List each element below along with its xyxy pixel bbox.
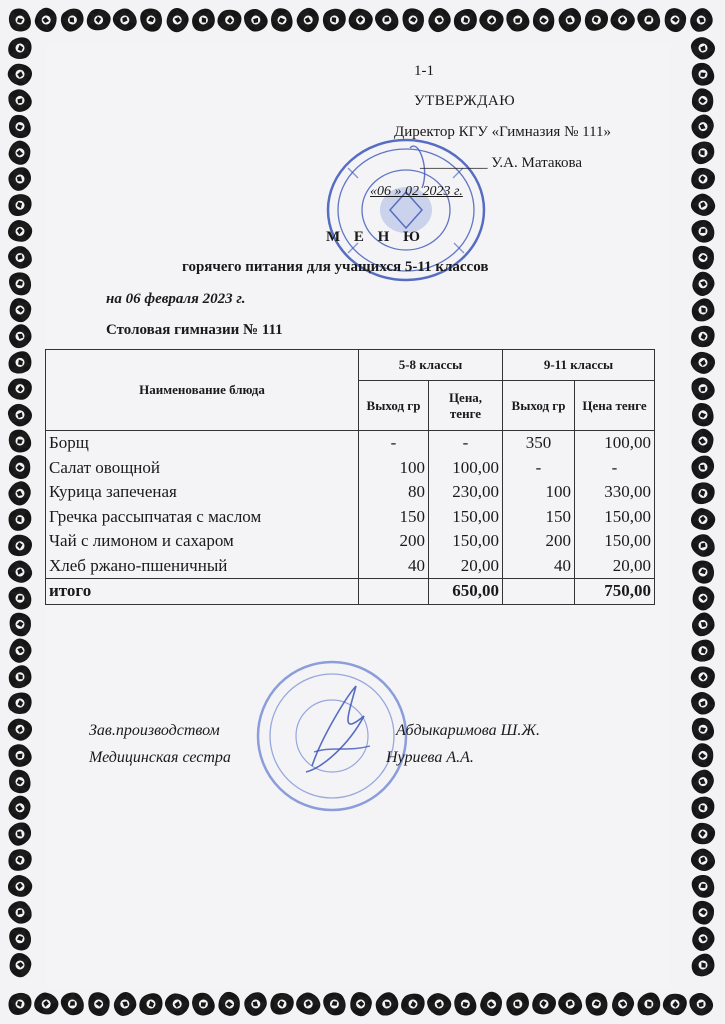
total-5-8: 650,00 bbox=[429, 579, 503, 605]
yield-5-8: 100 bbox=[359, 456, 429, 481]
border-ornament-icon bbox=[687, 111, 719, 143]
border-ornament-icon bbox=[241, 989, 272, 1019]
border-ornament-icon bbox=[476, 4, 508, 35]
border-ornament-icon bbox=[690, 402, 716, 428]
border-ornament-icon bbox=[9, 993, 32, 1015]
border-ornament-icon bbox=[190, 7, 217, 33]
staff-role-production-head: Зав.производством bbox=[89, 722, 220, 739]
border-ornament-icon bbox=[4, 635, 36, 667]
document-number: 1-1 bbox=[414, 63, 434, 79]
border-ornament-icon bbox=[4, 792, 36, 824]
approval-title: УТВЕРЖДАЮ bbox=[414, 93, 516, 109]
total-label: итого bbox=[46, 579, 359, 605]
border-ornament-icon bbox=[372, 5, 401, 35]
border-ornament-icon bbox=[6, 610, 34, 638]
total-row bbox=[46, 579, 655, 605]
menu-table bbox=[45, 349, 655, 605]
yield-9-11: - bbox=[503, 456, 575, 481]
border-ornament-icon bbox=[555, 988, 586, 1019]
border-ornament-icon bbox=[687, 766, 718, 797]
border-ornament-icon bbox=[9, 8, 31, 31]
border-ornament-icon bbox=[399, 6, 426, 34]
border-ornament-icon bbox=[688, 531, 718, 561]
price-9-11: - bbox=[575, 456, 655, 481]
border-ornament-icon bbox=[6, 663, 34, 690]
border-ornament-icon bbox=[692, 717, 715, 741]
border-ornament-icon bbox=[607, 4, 639, 36]
border-ornament-icon bbox=[6, 690, 34, 717]
border-ornament-icon bbox=[4, 321, 35, 352]
border-ornament-icon bbox=[5, 374, 35, 404]
price-5-8: 150,00 bbox=[429, 529, 503, 554]
border-ornament-icon bbox=[607, 988, 639, 1020]
border-ornament-icon bbox=[5, 164, 35, 194]
border-ornament-icon bbox=[691, 796, 716, 820]
border-ornament-icon bbox=[4, 399, 35, 430]
border-ornament-icon bbox=[687, 347, 719, 379]
border-ornament-icon bbox=[30, 4, 61, 36]
border-ornament-icon bbox=[689, 323, 716, 350]
menu-date: на 06 февраля 2023 г. bbox=[106, 291, 246, 307]
border-ornament-icon bbox=[688, 583, 719, 614]
border-ornament-icon bbox=[30, 988, 62, 1019]
border-ornament-icon bbox=[161, 4, 193, 36]
border-ornament-icon bbox=[4, 949, 35, 980]
border-ornament-icon bbox=[635, 991, 662, 1017]
border-ornament-icon bbox=[690, 140, 716, 166]
border-ornament-icon bbox=[688, 86, 717, 116]
border-ornament-icon bbox=[139, 8, 163, 33]
border-ornament-icon bbox=[58, 6, 86, 34]
total-empty-cell bbox=[359, 579, 429, 605]
table-row bbox=[46, 456, 655, 481]
border-ornament-icon bbox=[660, 989, 690, 1019]
approval-position: Директор КГУ «Гимназия № 111» bbox=[394, 124, 612, 140]
border-ornament-icon bbox=[190, 991, 216, 1018]
border-ornament-icon bbox=[687, 662, 718, 693]
price-5-8: 150,00 bbox=[429, 505, 503, 530]
price-5-8: 20,00 bbox=[429, 554, 503, 579]
border-ornament-icon bbox=[530, 5, 559, 34]
yield-9-11: 40 bbox=[503, 554, 575, 579]
header-group-9-11: 9-11 классы bbox=[503, 350, 655, 381]
border-ornament-icon bbox=[688, 687, 719, 718]
border-ornament-icon bbox=[4, 713, 36, 745]
border-ornament-icon bbox=[215, 989, 245, 1019]
border-ornament-icon bbox=[292, 988, 324, 1020]
total-empty-cell bbox=[503, 579, 575, 605]
price-9-11: 330,00 bbox=[575, 480, 655, 505]
menu-title: М Е Н Ю bbox=[326, 229, 425, 245]
border-ornament-icon bbox=[7, 507, 33, 532]
table-row bbox=[46, 529, 655, 554]
border-ornament-icon bbox=[8, 351, 32, 374]
yield-9-11: 150 bbox=[503, 505, 575, 530]
border-ornament-icon bbox=[689, 898, 718, 927]
border-ornament-icon bbox=[454, 992, 476, 1015]
yield-5-8: 150 bbox=[359, 505, 429, 530]
border-ornament-icon bbox=[4, 137, 35, 168]
border-ornament-icon bbox=[691, 560, 715, 584]
border-ornament-icon bbox=[691, 874, 716, 900]
border-ornament-icon bbox=[504, 6, 532, 34]
border-ornament-icon bbox=[4, 556, 36, 588]
border-ornament-icon bbox=[161, 988, 193, 1020]
table-row bbox=[46, 431, 655, 456]
border-ornament-icon bbox=[504, 990, 532, 1018]
border-ornament-icon bbox=[688, 453, 718, 482]
border-ornament-icon bbox=[686, 989, 716, 1020]
header-dish-name: Наименование блюда bbox=[46, 350, 359, 431]
border-ornament-icon bbox=[584, 8, 608, 32]
border-ornament-icon bbox=[688, 819, 718, 849]
header-yield-9-11: Выход гр bbox=[503, 381, 575, 431]
border-ornament-icon bbox=[585, 992, 609, 1016]
border-ornament-icon bbox=[687, 844, 718, 876]
border-ornament-icon bbox=[84, 989, 113, 1018]
border-ornament-icon bbox=[687, 32, 718, 64]
border-ornament-icon bbox=[5, 898, 35, 928]
border-ornament-icon bbox=[139, 992, 164, 1016]
border-ornament-icon bbox=[292, 4, 324, 36]
border-ornament-icon bbox=[5, 295, 35, 326]
border-ornament-icon bbox=[687, 189, 719, 221]
price-9-11: 100,00 bbox=[575, 431, 655, 456]
total-9-11: 750,00 bbox=[575, 579, 655, 605]
price-5-8: - bbox=[429, 431, 503, 456]
border-ornament-icon bbox=[689, 374, 717, 403]
border-ornament-icon bbox=[690, 481, 716, 506]
menu-canteen: Столовая гимназии № 111 bbox=[106, 322, 283, 338]
staff-name-nurse: Нуриева А.А. bbox=[386, 749, 474, 766]
border-ornament-icon bbox=[8, 926, 32, 951]
border-ornament-icon bbox=[687, 504, 719, 535]
border-ornament-icon bbox=[5, 242, 35, 273]
border-ornament-icon bbox=[322, 991, 346, 1016]
dish-name: Салат овощной bbox=[46, 456, 359, 481]
border-ornament-icon bbox=[59, 990, 87, 1018]
border-ornament-icon bbox=[8, 114, 32, 139]
border-ornament-icon bbox=[269, 991, 295, 1017]
price-9-11: 20,00 bbox=[575, 554, 655, 579]
price-9-11: 150,00 bbox=[575, 529, 655, 554]
border-ornament-icon bbox=[636, 6, 662, 33]
border-ornament-icon bbox=[689, 296, 717, 324]
border-ornament-icon bbox=[688, 740, 718, 771]
border-ornament-icon bbox=[686, 5, 717, 35]
border-ornament-icon bbox=[555, 4, 586, 35]
border-ornament-icon bbox=[4, 478, 36, 510]
border-ornament-icon bbox=[660, 5, 690, 35]
border-ornament-icon bbox=[529, 990, 558, 1019]
border-ornament-icon bbox=[399, 990, 427, 1017]
border-ornament-icon bbox=[241, 5, 271, 36]
border-ornament-icon bbox=[689, 165, 718, 193]
border-ornament-icon bbox=[7, 848, 33, 873]
border-ornament-icon bbox=[5, 531, 34, 560]
border-ornament-icon bbox=[8, 194, 32, 217]
yield-5-8: 200 bbox=[359, 529, 429, 554]
border-ornament-icon bbox=[690, 218, 717, 245]
dish-name: Хлеб ржано-пшеничный bbox=[46, 554, 359, 579]
table-row bbox=[46, 505, 655, 530]
border-ornament-icon bbox=[109, 989, 140, 1020]
border-ornament-icon bbox=[691, 61, 716, 87]
border-ornament-icon bbox=[345, 989, 376, 1020]
yield-5-8: 80 bbox=[359, 480, 429, 505]
border-ornament-icon bbox=[689, 244, 717, 272]
dish-name: Борщ bbox=[46, 431, 359, 456]
border-ornament-icon bbox=[4, 216, 35, 247]
border-ornament-icon bbox=[687, 923, 719, 955]
dish-name: Курица запеченая bbox=[46, 480, 359, 505]
price-5-8: 100,00 bbox=[429, 456, 503, 481]
yield-9-11: 200 bbox=[503, 529, 575, 554]
border-ornament-icon bbox=[345, 5, 376, 36]
border-ornament-icon bbox=[269, 7, 295, 33]
border-ornament-icon bbox=[8, 428, 32, 453]
border-ornament-icon bbox=[688, 609, 719, 639]
border-ornament-icon bbox=[691, 639, 714, 661]
staff-role-nurse: Медицинская сестра bbox=[89, 749, 231, 766]
border-ornament-icon bbox=[7, 768, 33, 795]
border-ornament-icon bbox=[322, 8, 347, 32]
dish-name: Гречка рассыпчатая с маслом bbox=[46, 505, 359, 530]
header-yield-5-8: Выход гр bbox=[359, 381, 429, 431]
border-ornament-icon bbox=[690, 952, 717, 978]
yield-5-8: - bbox=[359, 431, 429, 456]
border-ornament-icon bbox=[372, 990, 402, 1019]
yield-9-11: 350 bbox=[503, 431, 575, 456]
header-group-5-8: 5-8 классы bbox=[359, 350, 503, 381]
border-ornament-icon bbox=[5, 820, 34, 849]
border-ornament-icon bbox=[84, 6, 113, 35]
border-ornament-icon bbox=[109, 4, 140, 35]
border-ornament-icon bbox=[4, 58, 36, 90]
border-ornament-icon bbox=[423, 988, 455, 1020]
header-price-9-11: Цена тенге bbox=[575, 381, 655, 431]
border-ornament-icon bbox=[7, 585, 33, 612]
header-price-5-8: Цена, тенге bbox=[429, 381, 503, 431]
border-ornament-icon bbox=[5, 86, 34, 116]
border-ornament-icon bbox=[5, 452, 34, 482]
border-ornament-icon bbox=[476, 988, 507, 1020]
price-5-8: 230,00 bbox=[429, 480, 503, 505]
border-ornament-icon bbox=[687, 268, 719, 300]
table-row bbox=[46, 554, 655, 579]
border-ornament-icon bbox=[6, 741, 34, 770]
border-ornament-icon bbox=[214, 5, 244, 35]
border-ornament-icon bbox=[4, 871, 36, 902]
menu-subtitle: горячего питания для учащихся 5-11 классов bbox=[182, 259, 489, 275]
dish-name: Чай с лимоном и сахаром bbox=[46, 529, 359, 554]
table-row bbox=[46, 480, 655, 505]
price-9-11: 150,00 bbox=[575, 505, 655, 530]
staff-name-production-head: Абдыкаримова Ш.Ж. bbox=[396, 722, 540, 739]
border-ornament-icon bbox=[454, 9, 477, 31]
yield-5-8: 40 bbox=[359, 554, 429, 579]
approval-date: «06 » 02 2023 г. bbox=[370, 184, 463, 199]
border-ornament-icon bbox=[687, 425, 719, 457]
border-ornament-icon bbox=[9, 272, 31, 295]
approval-signature-line: _________ У.А. Матакова bbox=[420, 155, 583, 171]
border-ornament-icon bbox=[7, 35, 33, 60]
staff-round-stamp bbox=[252, 656, 412, 816]
border-ornament-icon bbox=[423, 4, 455, 36]
yield-9-11: 100 bbox=[503, 480, 575, 505]
